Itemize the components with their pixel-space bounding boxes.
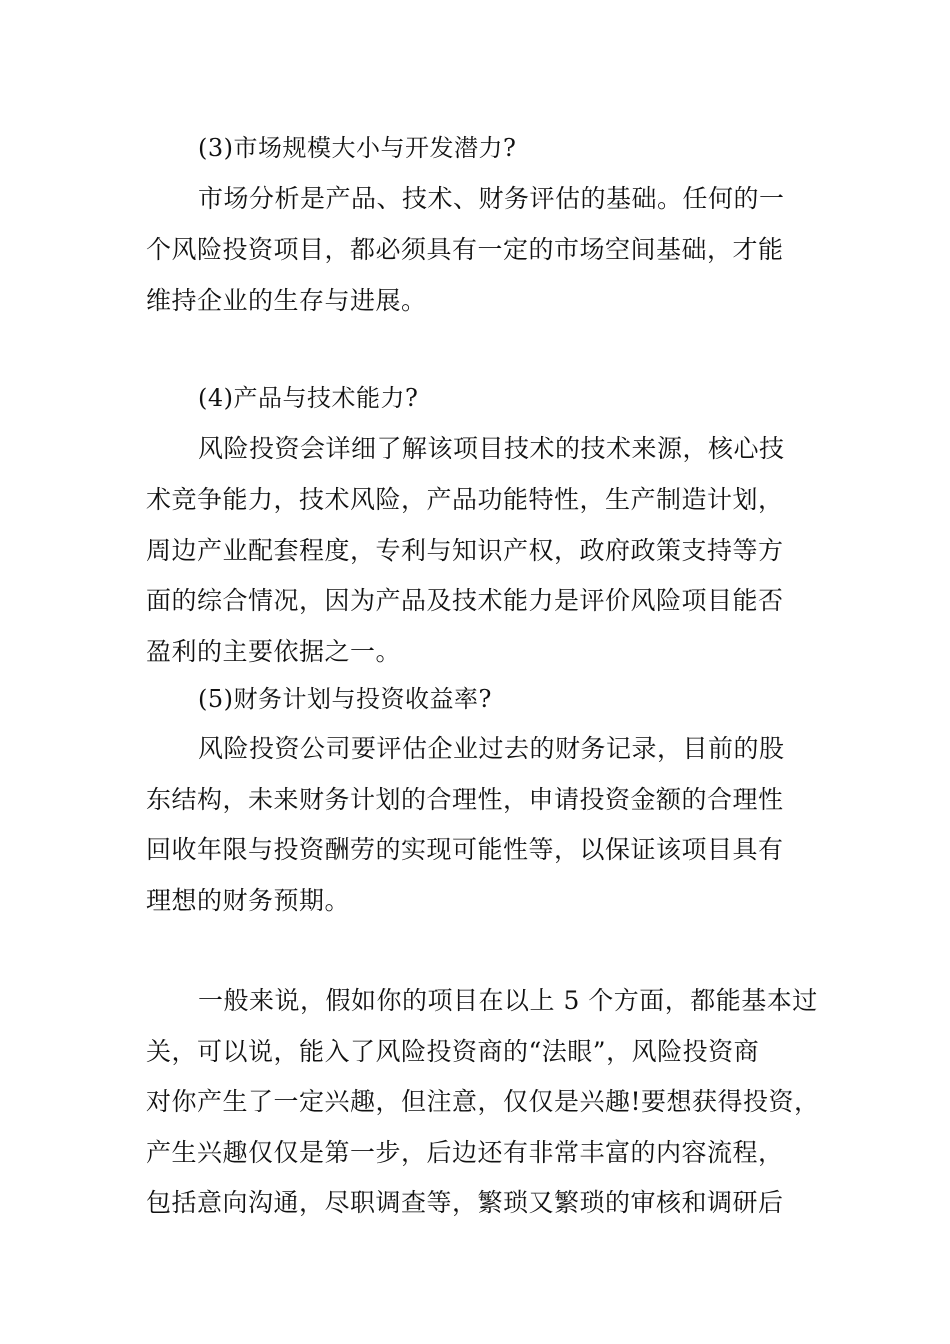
- section-3-heading: (3)市场规模大小与开发潜力?: [198, 134, 517, 162]
- paragraph-line: 理想的财务预期。: [146, 886, 351, 915]
- paragraph-line: 维持企业的生存与进展。: [146, 286, 427, 315]
- paragraph-line: 术竞争能力，技术风险，产品功能特性，生产制造计划，: [146, 485, 784, 514]
- paragraph-line: 关，可以说，能入了风险投资商的“法眼”，风险投资商: [146, 1037, 760, 1066]
- section-5-heading: (5)财务计划与投资收益率?: [198, 685, 492, 713]
- paragraph-line: 东结构，未来财务计划的合理性，申请投资金额的合理性: [146, 785, 784, 814]
- paragraph-line: 风险投资公司要评估企业过去的财务记录，目前的股: [198, 734, 785, 763]
- paragraph-line: 面的综合情况，因为产品及技术能力是评价风险项目能否: [146, 586, 784, 615]
- paragraph-line: 个风险投资项目，都必须具有一定的市场空间基础，才能: [146, 235, 784, 264]
- paragraph-line: 市场分析是产品、技术、财务评估的基础。任何的一: [198, 184, 785, 213]
- paragraph-line: 产生兴趣仅仅是第一步，后边还有非常丰富的内容流程，: [146, 1138, 784, 1167]
- paragraph-line: 一般来说，假如你的项目在以上 5 个方面，都能基本过: [198, 986, 818, 1015]
- section-4-heading: (4)产品与技术能力?: [198, 384, 419, 412]
- paragraph-line: 盈利的主要依据之一。: [146, 637, 402, 666]
- paragraph-line: 回收年限与投资酬劳的实现可能性等，以保证该项目具有: [146, 835, 784, 864]
- paragraph-line: 包括意向沟通，尽职调查等，繁琐又繁琐的审核和调研后: [146, 1188, 784, 1217]
- paragraph-line: 对你产生了一定兴趣，但注意，仅仅是兴趣!要想获得投资，: [146, 1087, 820, 1116]
- paragraph-line: 风险投资会详细了解该项目技术的技术来源，核心技: [198, 434, 785, 463]
- paragraph-line: 周边产业配套程度，专利与知识产权，政府政策支持等方: [146, 536, 784, 565]
